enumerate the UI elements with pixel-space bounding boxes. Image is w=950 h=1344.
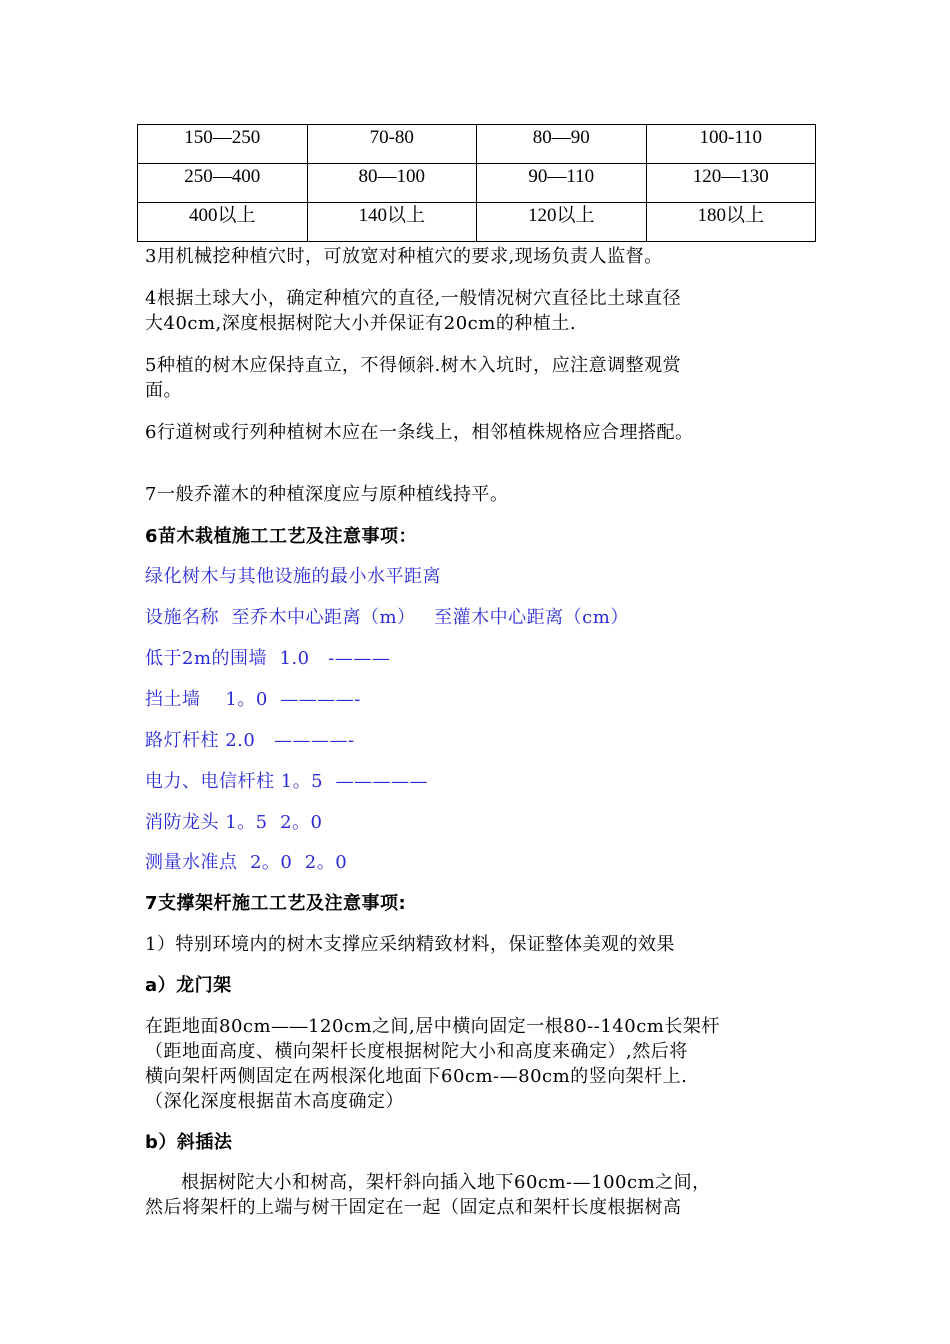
method-b-line-2: 然后将架杆的上端与树干固定在一起（固定点和架杆长度根据树高 [145,1197,682,1218]
method-b-title: b）斜插法 [145,1132,233,1153]
planting-pit-spec-table [137,124,816,242]
table-cell: 70-80 [307,125,477,164]
method-b-line-1: 根据树陀大小和树高，架杆斜向插入地下60cm-—100cm之间， [181,1172,711,1193]
paragraph-5-line-2: 面。 [145,380,182,401]
distance-row: 测量水准点 2。0 2。0 [145,852,348,873]
table-cell: 120—130 [646,164,816,203]
distance-row: 挡土墙 1。0 ————- [145,689,361,710]
table-row [138,164,816,203]
distance-table-subtitle: 绿化树木与其他设施的最小水平距离 [145,566,441,587]
paragraph-4-line-1: 4根据土球大小，确定种植穴的直径,一般情况树穴直径比土球直径 [145,288,682,309]
method-a-line-2: （距地面高度、横向架杆长度根据树陀大小和高度来确定）,然后将 [145,1041,688,1062]
table-cell: 100-110 [646,125,816,164]
table-cell: 150—250 [138,125,308,164]
table-cell: 180以上 [646,203,816,242]
paragraph-5-line-1: 5种植的树木应保持直立，不得倾斜.树木入坑时，应注意调整观赏 [145,355,682,376]
table-cell: 250—400 [138,164,308,203]
distance-row: 电力、电信杆柱 1。5 ————— [145,771,429,792]
table-cell: 120以上 [477,203,647,242]
table-cell: 90—110 [477,164,647,203]
paragraph-3: 3用机械挖种植穴时，可放宽对种植穴的要求,现场负责人监督。 [145,246,663,267]
table-cell: 80—100 [307,164,477,203]
distance-row: 消防龙头 1。5 2。0 [145,812,323,833]
support-item-1: 1）特别环境内的树木支撑应采纳精致材料，保证整体美观的效果 [145,934,675,955]
section-6-heading: 6苗木栽植施工工艺及注意事项： [145,526,418,547]
table-cell: 400以上 [138,203,308,242]
section-7-heading: 7支撑架杆施工工艺及注意事项: [145,893,407,914]
table-row [138,125,816,164]
paragraph-7: 7一般乔灌木的种植深度应与原种植线持平。 [145,484,509,505]
distance-row: 低于2m的围墙 1.0 -——— [145,648,391,669]
method-a-title: a）龙门架 [145,975,232,996]
method-a-line-4: （深化深度根据苗木高度确定） [145,1091,404,1112]
distance-row: 路灯杆柱 2.0 ————- [145,730,355,751]
distance-table-header: 设施名称 至乔木中心距离（m） 至灌木中心距离（cm） [145,607,629,628]
table-cell: 140以上 [307,203,477,242]
paragraph-4-line-2: 大40cm,深度根据树陀大小并保证有20cm的种植土. [145,313,577,334]
table-row [138,203,816,242]
method-a-line-3: 横向架杆两侧固定在两根深化地面下60cm-—80cm的竖向架杆上. [145,1066,688,1087]
method-a-line-1: 在距地面80cm—―120cm之间,居中横向固定一根80--140cm长架杆 [145,1016,720,1037]
paragraph-6: 6行道树或行列种植树木应在一条线上，相邻植株规格应合理搭配。 [145,422,694,443]
table-cell: 80—90 [477,125,647,164]
